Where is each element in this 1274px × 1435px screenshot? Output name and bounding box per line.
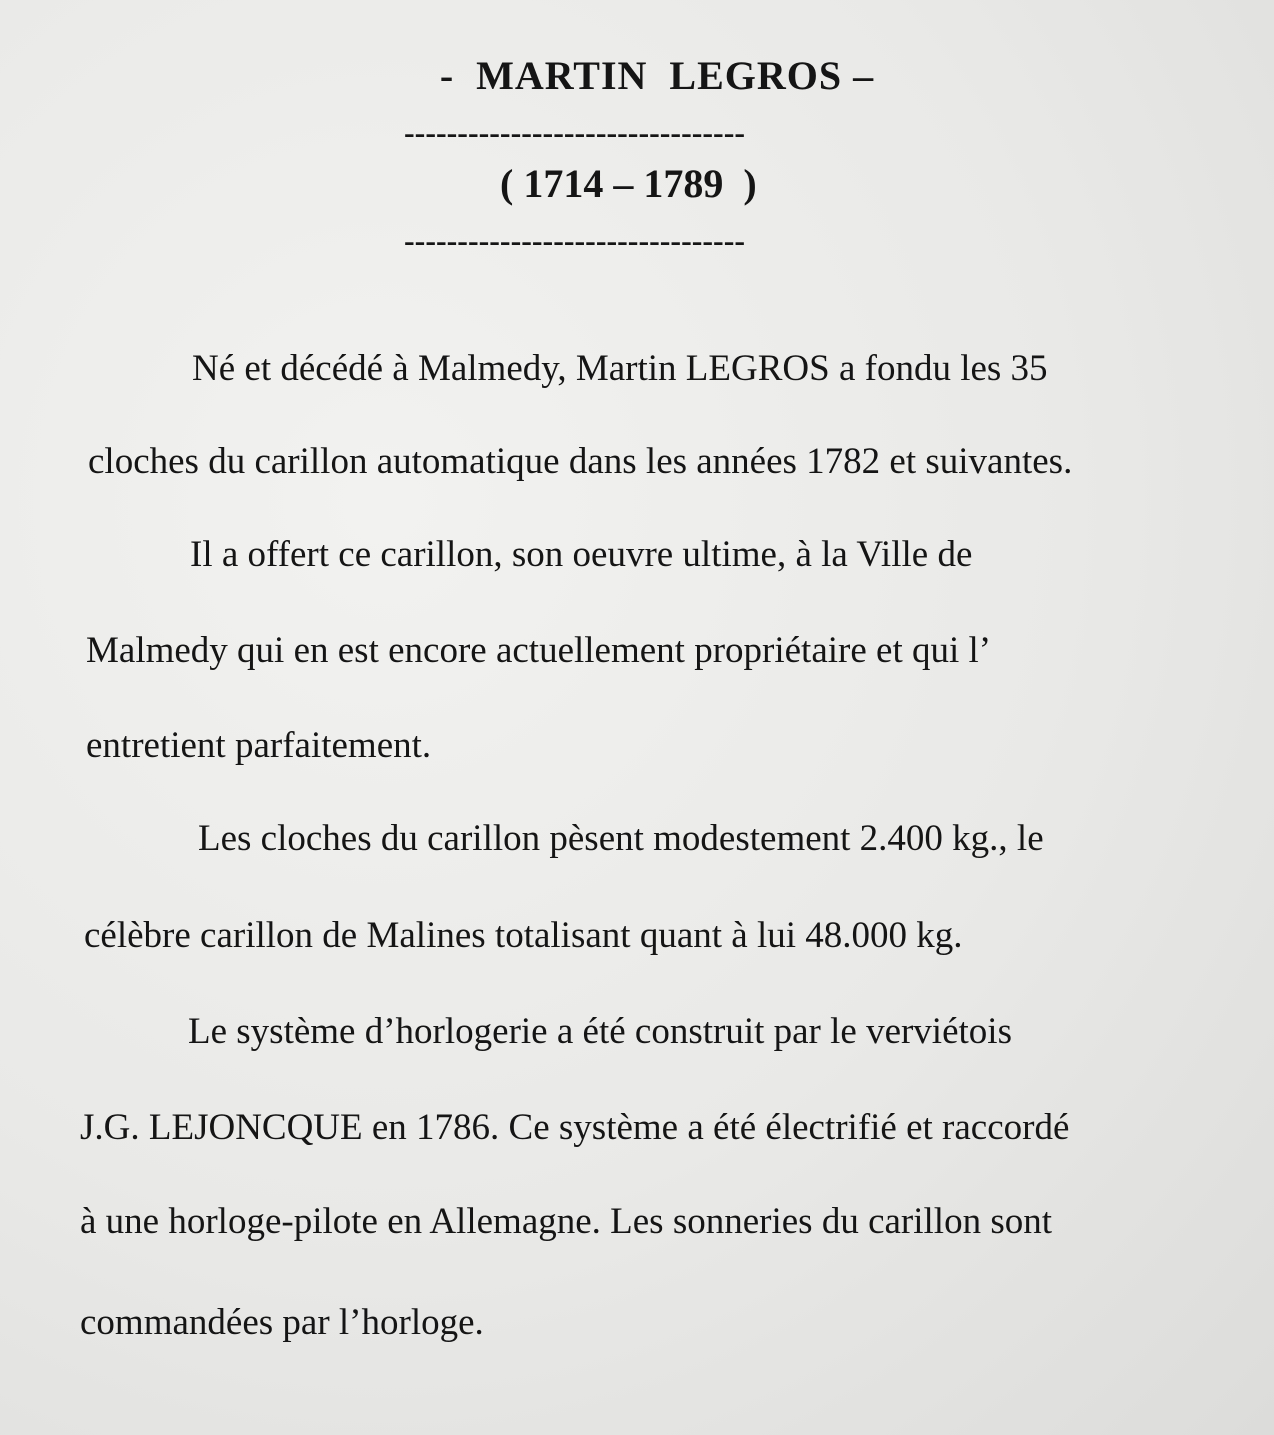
text-line: Né et décédé à Malmedy, Martin LEGROS a fondu les 35 — [192, 348, 1048, 389]
text-line: à une horloge-pilote en Allemagne. Les sonneries du carillon sont — [80, 1201, 1053, 1242]
text-line: cloches du carillon automatique dans les années 1782 et suivantes. — [88, 441, 1073, 482]
text-line: Le système d’horlogerie a été construit par le verviétois — [188, 1011, 1012, 1052]
title-divider-bottom: -------------------------------- — [404, 222, 745, 258]
text-line: célèbre carillon de Malines totalisant quant à lui 48.000 kg. — [84, 915, 963, 956]
text-line: entretient parfaitement. — [86, 725, 432, 766]
document-title: - MARTIN LEGROS – — [439, 53, 875, 98]
text-line: J.G. LEJONCQUE en 1786. Ce système a été électrifié et raccordé — [80, 1107, 1070, 1148]
text-line: Malmedy qui en est encore actuellement propriétaire et qui l’ — [86, 630, 992, 671]
text-line: commandées par l’horloge. — [80, 1302, 484, 1343]
text-line: Il a offert ce carillon, son oeuvre ultime, à la Ville de — [190, 534, 973, 575]
text-line: Les cloches du carillon pèsent modestement 2.400 kg., le — [198, 818, 1044, 859]
title-divider-top: -------------------------------- — [404, 114, 745, 150]
life-dates: ( 1714 – 1789 ) — [500, 161, 757, 206]
